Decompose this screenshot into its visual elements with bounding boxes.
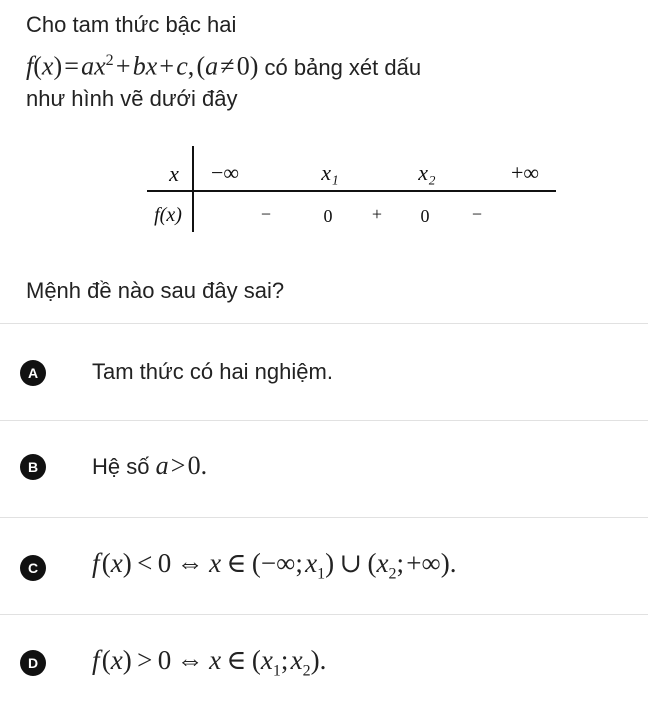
fx-sign-2: +	[371, 204, 383, 224]
option-d-badge: D	[20, 650, 46, 676]
x-value-x2: x₂	[418, 160, 436, 185]
option-c[interactable]	[0, 518, 648, 614]
option-d-text: f (x) > 0 ⇔ x ∈ ($x_1$; $x_2$).	[92, 645, 327, 680]
option-b-badge: B	[20, 454, 46, 480]
row-label-x: x	[169, 161, 179, 186]
option-c-text: f (x) < 0 ⇔ x ∈ (−∞; $x_1$) ∪ ($x_2$; +∞).	[92, 548, 457, 583]
option-b-text: Hệ số a > 0.	[92, 451, 208, 480]
x-value-x1: x₁	[321, 160, 339, 185]
sign-table	[0, 0, 648, 250]
question-line-2-suffix: có bảng xét dấu	[258, 54, 422, 80]
option-a-text: Tam thức có hai nghiệm.	[92, 359, 333, 384]
fx-zero-1: 0	[323, 206, 333, 226]
question-line-1: Cho tam thức bậc hai	[26, 12, 237, 37]
row-label-fx: f(x)	[154, 204, 182, 226]
option-d[interactable]	[0, 615, 648, 711]
option-a[interactable]	[0, 324, 648, 420]
option-b[interactable]	[0, 421, 648, 517]
option-a-badge: A	[20, 360, 46, 386]
question-line-3: như hình vẽ dưới đây	[26, 86, 238, 111]
x-value-neg-inf: −∞	[210, 160, 240, 185]
fx-sign-1: −	[260, 204, 272, 224]
option-c-badge: C	[20, 555, 46, 581]
question-prompt: Mệnh đề nào sau đây sai?	[26, 278, 285, 303]
x-value-pos-inf: +∞	[510, 160, 540, 185]
fx-zero-2: 0	[420, 206, 430, 226]
fx-sign-3: −	[471, 204, 483, 224]
function-formula: f(x) = $ax^2$ + bx + c, (a ≠ 0)	[26, 51, 259, 81]
